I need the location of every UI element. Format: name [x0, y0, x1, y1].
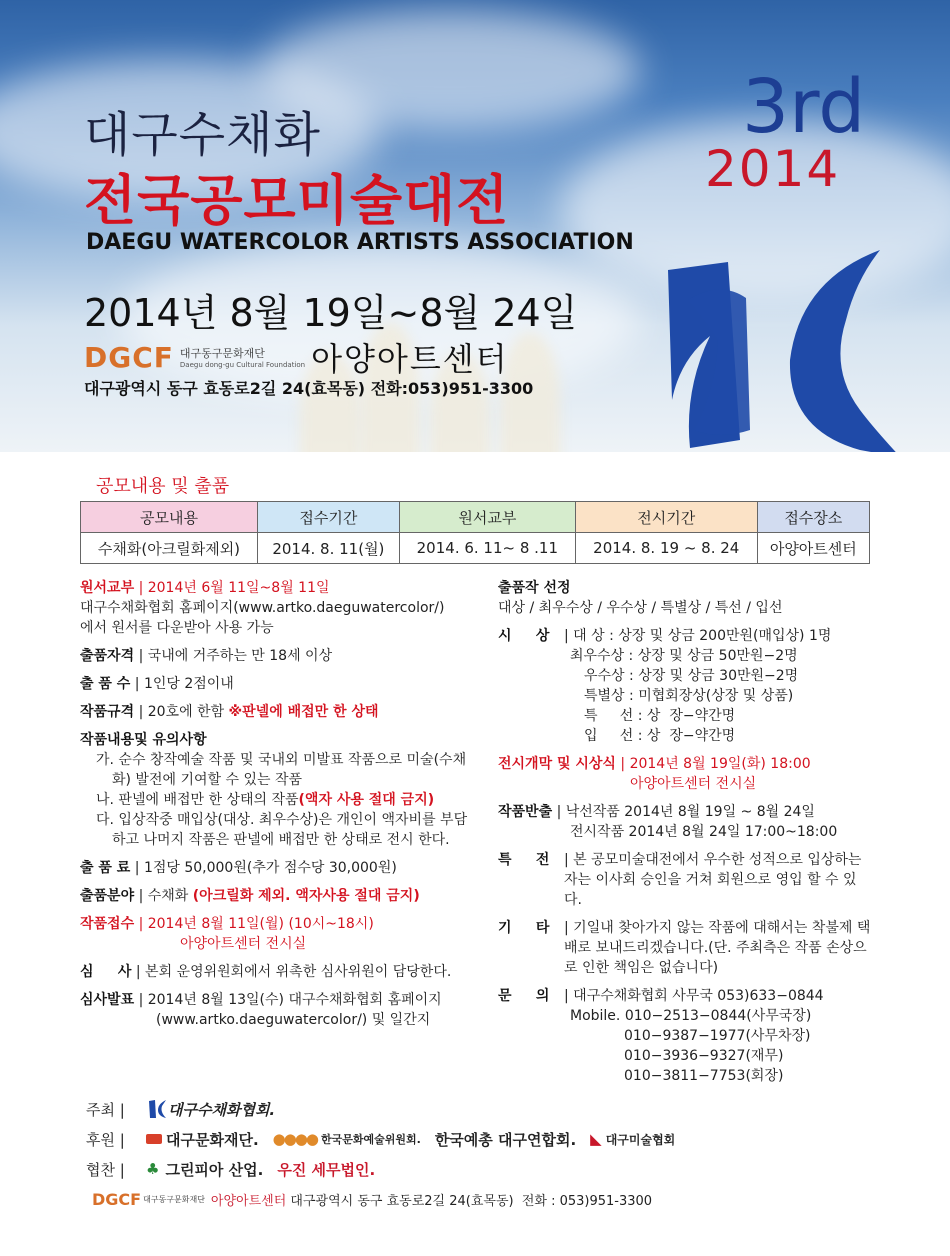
privilege-value: | 본 공모미술대전에서 우수한 성적으로 입상하는 자는 이사회 승인을 거쳐 회원으로 영입 할 수 있다. [564, 852, 862, 908]
application-line2: 대구수채화협회 홈페이지(www.artko.daeguwatercolor/) [80, 600, 445, 616]
support-org: 한국문화예술위원회. [321, 1133, 421, 1146]
table-header-cell: 공모내용 [81, 502, 258, 533]
host-org: 대구수채화협회. [168, 1100, 276, 1119]
receipt-value: | 2014년 8월 11일(월) (10시~18시) [138, 916, 374, 932]
application-line3: 에서 원서를 다운받아 사용 가능 [80, 620, 274, 636]
award-item: 특별상 : 미협회장상(상장 및 상품) [584, 688, 794, 704]
note-b [96, 790, 470, 810]
field-warning: (아크릴화 제외. 액자사용 절대 금지) [192, 888, 420, 904]
awards-list [564, 626, 831, 746]
spec-label: 작품규격 [80, 704, 135, 720]
note-a: 가. 순수 창작예술 작품 및 국내외 미발표 작품으로 미술(수채화) 발전에 기여할 수 있는 작품 [96, 752, 467, 788]
mobile-number: 010−9387−1977(사무차장) [624, 1028, 811, 1044]
dgcf-logo: DGCF [84, 340, 174, 374]
qualification-value: | 국내에 거주하는 만 18세 이상 [138, 648, 333, 664]
opening-label: 전시개막 및 시상식 [498, 756, 616, 772]
table-header-cell: 접수장소 [757, 502, 869, 533]
host-label: 주최 | [86, 1100, 125, 1119]
receipt-line2: 아양아트센터 전시실 [180, 936, 307, 952]
dgcf-english: Daegu dong-gu Cultural Foundation [179, 361, 306, 369]
return-line2: 전시작품 2014년 8월 24일 17:00~18:00 [570, 824, 838, 840]
footer-dgcf-korean: 대구동구문화재단 [143, 1195, 205, 1204]
award-item: 최우수상 : 상장 및 상금 50만원−2명 [570, 648, 798, 664]
selection-value: 대상 / 최우수상 / 우수상 / 특별상 / 특선 / 입선 [498, 600, 783, 616]
title-english: DAEGU WATERCOLOR ARTISTS ASSOCIATION [86, 230, 634, 255]
judging-label: 심 사 [80, 964, 132, 980]
opening-line2: 아양아트센터 전시실 [630, 776, 757, 792]
selection-label: 출품작 선정 [498, 580, 571, 596]
table-header-cell: 원서교부 [399, 502, 575, 533]
spec-value: | 20호에 한함 [138, 704, 229, 720]
application-block [80, 578, 470, 638]
contact-block [498, 986, 873, 1086]
note-b-text: 나. 판넬에 배접만 한 상태의 작품 [96, 792, 299, 808]
opening-value: | 2014년 8월 19일(화) 18:00 [620, 756, 811, 772]
qualification-label: 출품자격 [80, 648, 135, 664]
awards-block [498, 626, 873, 746]
contact-list [564, 986, 824, 1086]
section-title: 공모내용 및 출품 [96, 476, 230, 497]
judging-block [80, 962, 470, 982]
table-row [81, 533, 870, 564]
spec-block [80, 702, 470, 722]
return-line [498, 802, 873, 822]
footer [92, 1190, 652, 1209]
arts-council-logo-icon: ●●●● [272, 1130, 317, 1148]
host-row [86, 1094, 689, 1124]
field-label: 출품분야 [80, 888, 135, 904]
support-label: 후원 | [86, 1130, 125, 1149]
mobile-number: Mobile. 010−2513−0844(사무국장) [570, 1008, 812, 1024]
association-logo-icon [650, 240, 920, 452]
receipt-line [80, 914, 470, 934]
dgcf-subtitle [180, 345, 305, 369]
return-value: | 낙선작품 2014년 8월 19일 ~ 8월 24일 [556, 804, 815, 820]
venue-name: 아양아트센터 [311, 340, 509, 378]
table-cell: 아양아트센터 [757, 533, 869, 564]
application-value: | 2014년 6월 11일~8월 11일 [138, 580, 330, 596]
privilege-block [498, 850, 873, 910]
result-line2: (www.artko.daeguwatercolor/) 및 일간지 [156, 1012, 431, 1028]
awards-label: 시 상 [498, 628, 550, 644]
host-logo-icon [146, 1098, 168, 1120]
footer-venue: 아양아트센터 [210, 1194, 287, 1209]
etc-block [498, 918, 873, 978]
support-row [86, 1124, 689, 1154]
application-label: 원서교부 [80, 580, 135, 596]
sponsor-org: 우진 세무법인. [277, 1160, 376, 1179]
venue-row [84, 334, 509, 380]
award-item: 입 선 : 상 장−약간명 [584, 728, 736, 744]
venue-address: 대구광역시 동구 효동로2길 24(효목동) 전화:053)951-3300 [84, 379, 534, 398]
contact-label: 문 의 [498, 988, 550, 1004]
receipt-label: 작품접수 [80, 916, 135, 932]
art-association-logo-icon: ◣ [590, 1130, 602, 1148]
support-org: 대구미술협회 [605, 1132, 676, 1147]
right-column [498, 578, 873, 1094]
table-cell: 2014. 8. 11(월) [257, 533, 399, 564]
opening-line [498, 754, 873, 774]
mobile-number: 010−3936−9327(재무) [624, 1048, 784, 1064]
application-line [80, 578, 470, 598]
spec-warning: ※판넬에 배접만 한 상태 [228, 704, 379, 720]
dgcf-korean: 대구동구문화재단 [179, 347, 265, 360]
result-line [80, 990, 470, 1010]
fee-label: 출 품 료 [80, 860, 131, 876]
notes-block [80, 730, 470, 850]
privilege-label: 특 전 [498, 852, 550, 868]
sponsors [86, 1094, 689, 1184]
event-date: 2014년 8월 19일~8월 24일 [84, 291, 578, 335]
award-item: 특 선 : 상 장−약간명 [584, 708, 736, 724]
return-label: 작품반출 [498, 804, 553, 820]
sponsor-org: 그린피아 산업. [165, 1160, 264, 1179]
field-value: | 수채화 [138, 888, 193, 904]
award-item: 우수상 : 상장 및 상금 30만원−2명 [584, 668, 799, 684]
fee-block [80, 858, 470, 878]
left-column [80, 578, 470, 1038]
footer-address: 대구광역시 동구 효동로2길 24(효목동) 전화 : 053)951-3300 [286, 1194, 653, 1209]
opening-block [498, 754, 873, 794]
receipt-block [80, 914, 470, 954]
year-label: 2014 [705, 140, 841, 198]
fee-value: | 1점당 50,000원(추가 점수당 30,000원) [134, 860, 397, 876]
note-b-warning: (액자 사용 절대 금지) [298, 792, 435, 808]
note-c: 다. 입상작중 매입상(대상. 최우수상)은 개인이 액자비를 부담하고 나머지 작품은 판넬에 배접만 한 상태로 전시 한다. [96, 812, 468, 848]
result-block [80, 990, 470, 1030]
etc-label: 기 타 [498, 920, 550, 936]
sponsor-row [86, 1154, 689, 1184]
count-value: | 1인당 2점이내 [134, 676, 234, 692]
tree-logo-icon: ♣ [146, 1160, 160, 1178]
selection-block [498, 578, 873, 618]
return-block [498, 802, 873, 842]
judging-value: | 본회 운영위원회에서 위촉한 심사위원이 담당한다. [135, 964, 452, 980]
result-label: 심사발표 [80, 992, 135, 1008]
count-label: 출 품 수 [80, 676, 131, 692]
support-org: 대구문화재단. [166, 1130, 259, 1149]
support-org: 한국예총 대구연합회. [434, 1130, 577, 1149]
qualification-block [80, 646, 470, 666]
edition-label: 3rd [742, 64, 866, 150]
count-block [80, 674, 470, 694]
info-table [80, 501, 870, 564]
contact-value: | 대구수채화협회 사무국 053)633−0844 [564, 988, 824, 1004]
table-cell: 2014. 6. 11~ 8 .11 [399, 533, 575, 564]
table-cell: 수채화(아크릴화제외) [81, 533, 258, 564]
mobile-number: 010−3811−7753(회장) [624, 1068, 784, 1084]
title-korean-line1: 대구수채화 [84, 107, 321, 163]
hero-banner [0, 0, 950, 452]
notes-label: 작품내용및 유의사항 [80, 732, 207, 748]
table-header-cell: 접수기간 [257, 502, 399, 533]
etc-value: | 기일내 찾아가지 않는 작품에 대해서는 착불제 택배로 보내드리겠습니다.(단. 주최측은 작품 손상으로 인한 책임은 없습니다) [564, 920, 871, 976]
table-cell: 2014. 8. 19 ~ 8. 24 [575, 533, 757, 564]
title-korean-line2: 전국공모미술대전 [84, 169, 510, 232]
footer-dgcf-logo: DGCF [92, 1190, 142, 1209]
field-block [80, 886, 470, 906]
daegu-culture-logo-icon [146, 1134, 162, 1144]
result-value: | 2014년 8월 13일(수) 대구수채화협회 홈페이지 [138, 992, 442, 1008]
sponsor-label: 협찬 | [86, 1160, 125, 1179]
table-header-cell: 전시기간 [575, 502, 757, 533]
table-header-row [81, 502, 870, 533]
award-item: | 대 상 : 상장 및 상금 200만원(매입상) 1명 [564, 628, 832, 644]
